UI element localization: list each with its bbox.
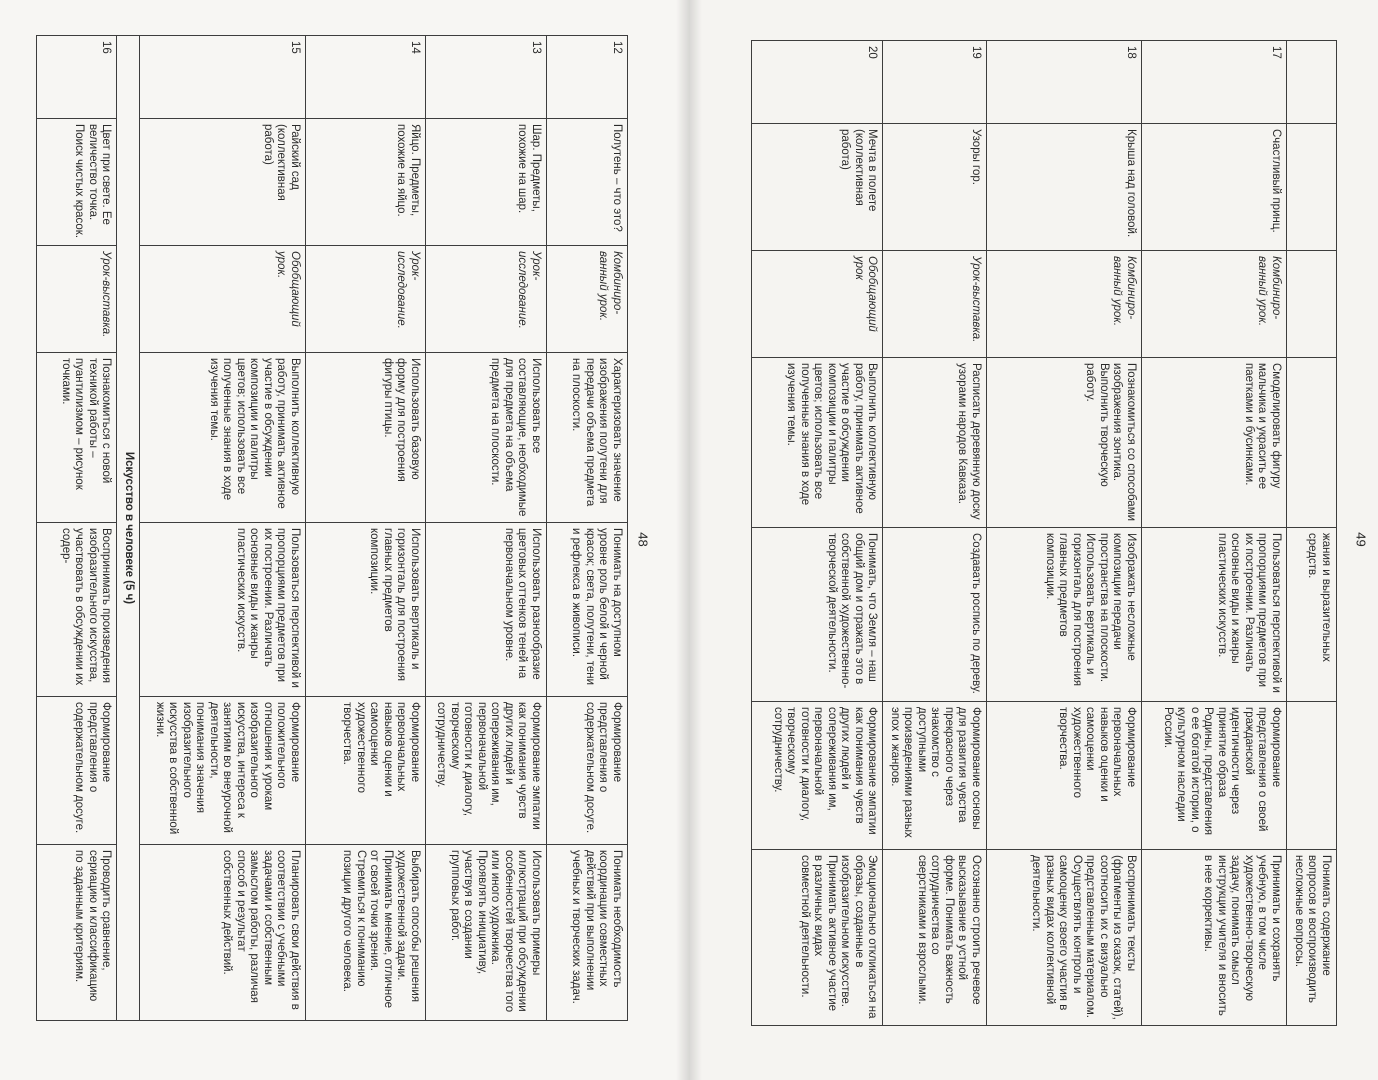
lesson-number: 18 [987,41,1142,124]
personal-results: Формирование представления о содержательном досуге. [37,697,117,845]
subject-results: Пользоваться перспективой и пропорциями предметов при их построении. Различать основные виды и жанры пластических искусств. [1142,528,1287,702]
lesson-type: Урок-выставка. [37,246,117,353]
subject-results: Использовать вертикаль и горизонталь для построения главных предметов композиции. [306,523,426,697]
subject-results: Использовать разнообразие цветовых оттенков теней на первоначальном уровне. [426,523,547,697]
lesson-content: Характеризовать значение изображения полутени для передачи объема предмета на плоскости. [547,353,628,523]
meta-results: Принимать и сохранять учебную, в том числе художественно-творческую задачу, понимать смысл инструкции учителя и вносить в нее коррективы. [1142,850,1287,1026]
subject-results: Изображать несложные композиции передачи пространства на плоскости. Использовать вертикаль и горизонталь для построения главных предметов композиции. [987,528,1142,702]
lesson-number: 15 [140,36,306,119]
lesson-topic: Шар. Предметы, похожие на шар. [426,119,547,246]
lesson-number: 12 [547,36,628,119]
lesson-topic: Цвет при свете. Ее величество точка. Поиск чистых красок. [37,119,117,246]
personal-results: Формирование эмпатии как понимания чувств других людей и сопереживания им, первоначальной готовности к диалогу, творческому сотрудничеству. [752,702,883,850]
lesson-content: Выполнить коллективную работу, принимать активное участие в обсуждении композиции и палитры цветов; использовать все полученные знания в ходе изучения темы. [752,358,883,528]
lesson-topic: Счастливый принц. [1142,124,1287,251]
meta-results: Воспринимать тексты (фрагменты из сказок, статей), соотносить их с визуально представленным материалом. Осуществлять контроль и самооценку своего участия в разных видах коллективной деятельности. [987,850,1142,1026]
lesson-content: Использовать все составляющие, необходимые для предмета на объема предмета на плоскости. [426,353,547,523]
meta-results: Понимать содержание вопросов и воспроизводить несложные вопросы. [1287,850,1337,1026]
lesson-topic: Полутень – что это? [547,119,628,246]
left-lesson-table [42,35,628,1020]
table-row [547,36,628,1021]
personal-results: Формирование представления о содержательном досуге. [547,697,628,845]
meta-results: Осознанно строить речевое высказывание в устной форме. Понимать важность сотрудничества со сверстниками и взрослыми. [883,850,987,1026]
subject-results: жания и выразительных средств. [1287,528,1337,702]
table-row [306,36,426,1021]
lesson-number: 16 [37,36,117,119]
lesson-content: Смоделировать фигуру мальчика и украсить ее паетками и бусинками. [1142,358,1287,528]
section-heading: Искусство в человеке (5 ч) [117,36,140,1021]
lesson-number: 19 [883,41,987,124]
personal-results: Формирование основы для развития чувства прекрасного через знакомство с доступными произведениями разных эпох и жанров. [883,702,987,850]
table-row [140,36,306,1021]
lesson-topic: Райский сад (коллективная работа) [140,119,306,246]
personal-results: Формирование первоначальных навыков оценки и самооценки художественного творчества. [306,697,426,845]
lesson-type: Урок-выставка. [883,251,987,358]
empty-cell [1287,251,1337,358]
empty-cell [1287,124,1337,251]
right-lesson-table [756,40,1337,1025]
meta-results: Использовать примеры иллюстраций при обсуждении особенностей творчества того или иного художника. Проявлять инициативу, участвуя в создании групповых работ. [426,845,547,1021]
lesson-content: Расписать деревянную доску узорами народов Кавказа. [883,358,987,528]
personal-results: Формирование первоначальных навыков оценки и самооценки художественного творчества. [987,702,1142,850]
page-number: 49 [1353,532,1369,547]
lesson-topic: Яйцо. Предметы, похожие на яйцо. [306,119,426,246]
lesson-type: Комбиниро-ванный урок. [1142,251,1287,358]
personal-results: Формирование представления о своей гражданской идентичности через принятие образа Родины, представления о ее богатой истории, о культурном наследии России. [1142,702,1287,850]
empty-cell [1287,358,1337,528]
table-row [37,36,117,1021]
table-row [426,36,547,1021]
table-row [752,41,883,1026]
lesson-type: Обобщающий урок [752,251,883,358]
lesson-type: Комбиниро-ванный урок. [987,251,1142,358]
lesson-topic: Крыша над головой. [987,124,1142,251]
lesson-type: Комбиниро-ванный урок. [547,246,628,353]
personal-results: Формирование положительного отношения к урокам изобразительного искусства, интереса к занятиям во внеурочной деятельности, понимания значения изобразительного искусства в собственной жизни. [140,697,306,845]
meta-results: Проводить сравнение, сериацию и классификацию по заданным критериям. [37,845,117,1021]
lesson-content: Познакомиться со способами изображения зонтика. Выполнить творческую работу. [987,358,1142,528]
table-row [1142,41,1287,1026]
subject-results: Пользоваться перспективой и пропорциями предметов при их построении. Различать основные виды и жанры пластических искусств. [140,523,306,697]
lesson-type: Урок-исследование. [306,246,426,353]
lesson-number: 20 [752,41,883,124]
lesson-number: 14 [306,36,426,119]
lesson-type: Урок-исследование. [426,246,547,353]
lesson-content: Выполнить коллективную работу, принимать активное участие в обсуждении композиции и палитры цветов; использовать все полученные знания в ходе изучения темы. [140,353,306,523]
continuation-row [1287,41,1337,1026]
lesson-topic: Мечта в полете (коллективная работа) [752,124,883,251]
subject-results: Понимать на доступном уровне роль белой и черной красок; света, полутени, тени и рефлекса в живописи. [547,523,628,697]
empty-cell [1287,41,1337,124]
lesson-number: 17 [1142,41,1287,124]
lesson-content: Использовать базовую форму для построения фигуры птицы. [306,353,426,523]
lesson-content: Познакомиться с новой техникой работы – пуантилизмом – рисунок точками. [37,353,117,523]
meta-results: Выбирать способы решения художественной задачи. Принимать мнение, отличное от своей точки зрения. Стремиться к пониманию позиции другого человека. [306,845,426,1021]
table-row [987,41,1142,1026]
meta-results: Планировать свои действия в соответствии с учебными задачами и собственным замыслом работы, различая способ и результат собственных действий. [140,845,306,1021]
lesson-number: 13 [426,36,547,119]
book-gutter [676,0,702,1080]
empty-cell [1287,702,1337,850]
subject-results: Создавать роспись по дереву. [883,528,987,702]
subject-results: Воспринимать произведения изобразительного искусства, участвовать в обсуждении их содер- [37,523,117,697]
section-row [117,36,140,1021]
table-row [883,41,987,1026]
meta-results: Эмоционально откликаться на образы, созданные в изобразительном искусстве. Принимать активное участие в различных видах совместной деятельности. [752,850,883,1026]
lesson-type: Обобщающий урок. [140,246,306,353]
subject-results: Понимать, что Земля – наш общий дом и отражать это в собственной художественно-творческой деятельности. [752,528,883,702]
lesson-topic: Узоры гор. [883,124,987,251]
personal-results: Формирование эмпатии как понимания чувств других людей и сопереживания им, первоначальной готовности к диалогу, творческому сотрудничеству. [426,697,547,845]
meta-results: Понимать необходимость координации совместных действий при выполнении учебных и творческих задач. [547,845,628,1021]
page-number: 48 [635,532,651,547]
